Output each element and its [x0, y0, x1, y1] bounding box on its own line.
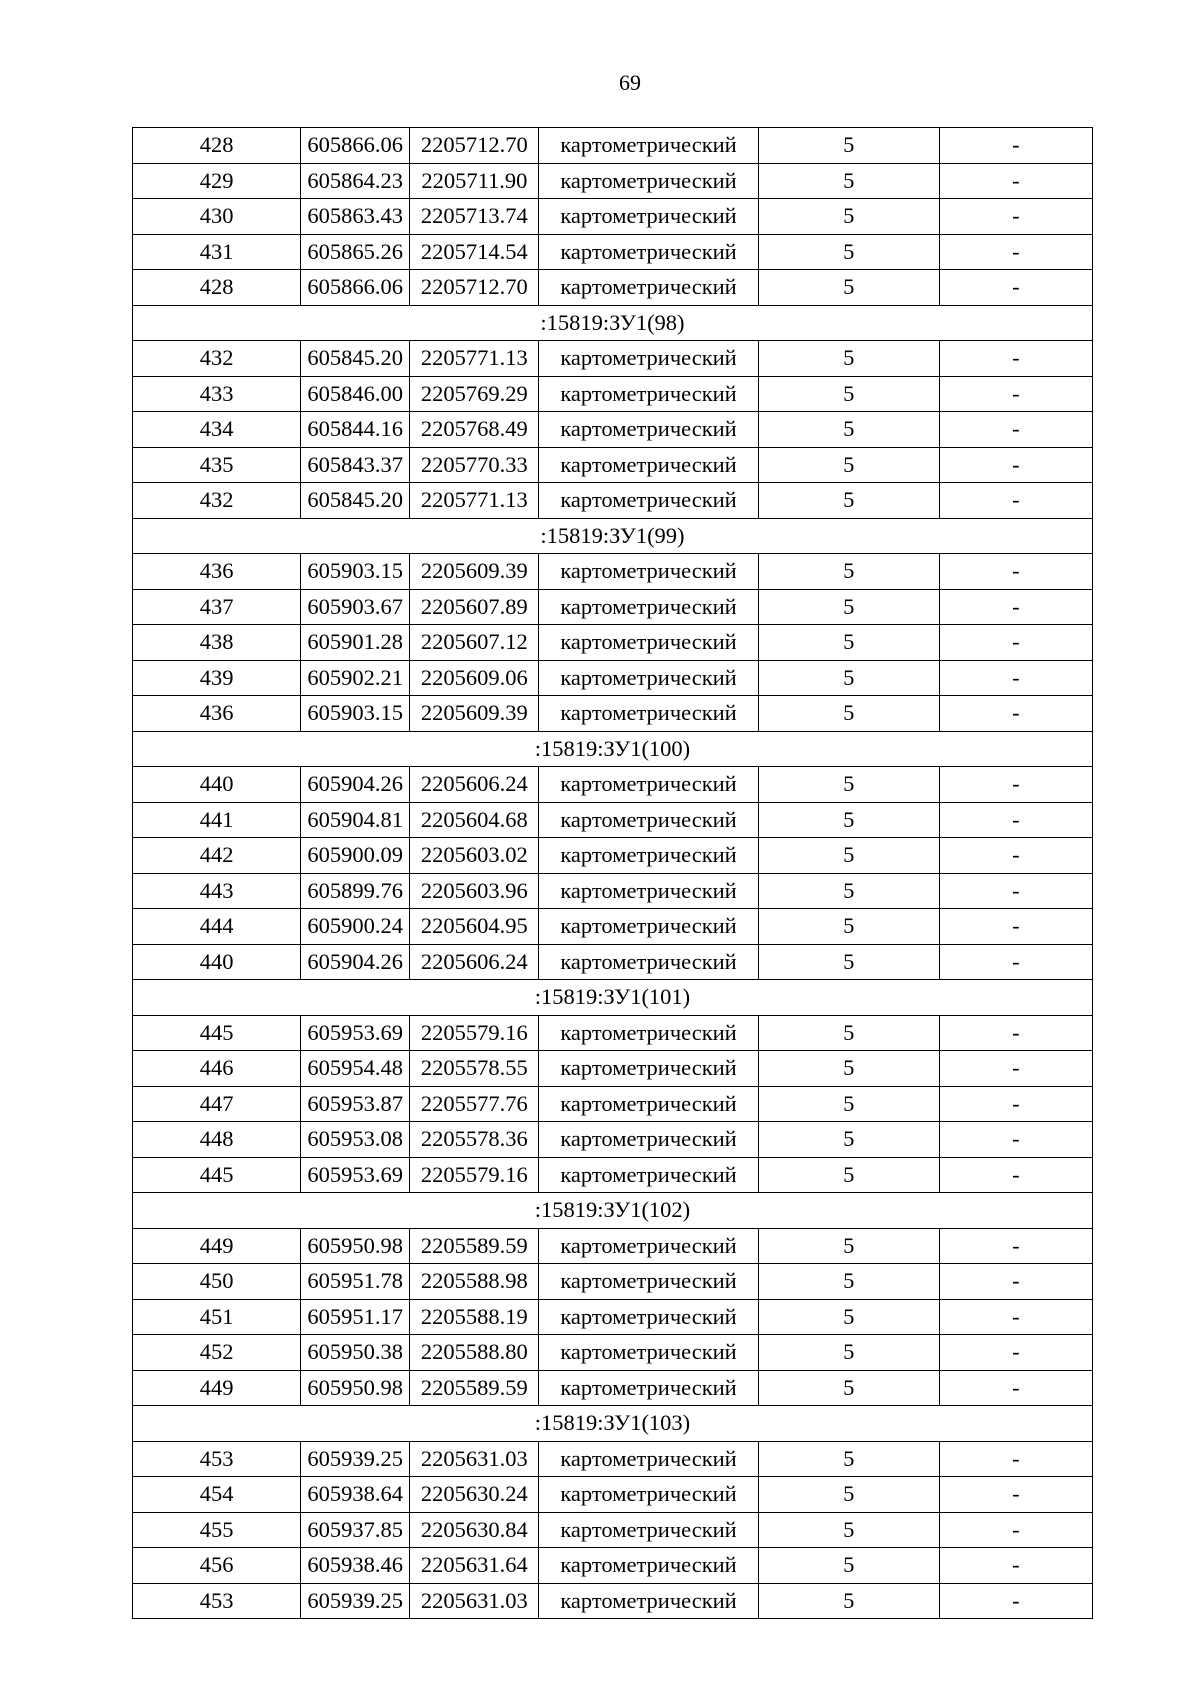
- x-coordinate-cell: 605904.26: [301, 944, 410, 980]
- y-coordinate-cell: 2205606.24: [410, 944, 539, 980]
- x-coordinate-cell: 605904.81: [301, 802, 410, 838]
- accuracy-cell: 5: [758, 625, 939, 661]
- y-coordinate-cell: 2205604.68: [410, 802, 539, 838]
- table-row: [133, 376, 1093, 412]
- x-coordinate-cell: 605904.26: [301, 767, 410, 803]
- note-cell: -: [939, 767, 1092, 803]
- table-row: [133, 1512, 1093, 1548]
- y-coordinate-cell: 2205771.13: [410, 483, 539, 519]
- y-coordinate-cell: 2205609.39: [410, 696, 539, 732]
- table-row: [133, 873, 1093, 909]
- method-cell: картометрический: [539, 1264, 758, 1300]
- table-row: [133, 625, 1093, 661]
- note-cell: -: [939, 412, 1092, 448]
- note-cell: -: [939, 1441, 1092, 1477]
- accuracy-cell: 5: [758, 1512, 939, 1548]
- note-cell: -: [939, 1086, 1092, 1122]
- accuracy-cell: 5: [758, 767, 939, 803]
- table-row: [133, 589, 1093, 625]
- accuracy-cell: 5: [758, 1335, 939, 1371]
- y-coordinate-cell: 2205603.96: [410, 873, 539, 909]
- table-row: [133, 767, 1093, 803]
- x-coordinate-cell: 605865.26: [301, 234, 410, 270]
- x-coordinate-cell: 605950.98: [301, 1370, 410, 1406]
- method-cell: картометрический: [539, 554, 758, 590]
- note-cell: -: [939, 554, 1092, 590]
- point-number-cell: 449: [133, 1228, 301, 1264]
- table-row: [133, 1441, 1093, 1477]
- accuracy-cell: 5: [758, 554, 939, 590]
- method-cell: картометрический: [539, 660, 758, 696]
- y-coordinate-cell: 2205630.84: [410, 1512, 539, 1548]
- y-coordinate-cell: 2205630.24: [410, 1477, 539, 1513]
- y-coordinate-cell: 2205577.76: [410, 1086, 539, 1122]
- note-cell: -: [939, 1264, 1092, 1300]
- method-cell: картометрический: [539, 1441, 758, 1477]
- table-row: [133, 1015, 1093, 1051]
- accuracy-cell: 5: [758, 1122, 939, 1158]
- note-cell: -: [939, 1370, 1092, 1406]
- table-row: [133, 1228, 1093, 1264]
- y-coordinate-cell: 2205589.59: [410, 1370, 539, 1406]
- accuracy-cell: 5: [758, 1157, 939, 1193]
- y-coordinate-cell: 2205604.95: [410, 909, 539, 945]
- accuracy-cell: 5: [758, 447, 939, 483]
- point-number-cell: 449: [133, 1370, 301, 1406]
- y-coordinate-cell: 2205606.24: [410, 767, 539, 803]
- point-number-cell: 431: [133, 234, 301, 270]
- x-coordinate-cell: 605901.28: [301, 625, 410, 661]
- y-coordinate-cell: 2205713.74: [410, 199, 539, 235]
- table-row: [133, 1299, 1093, 1335]
- method-cell: картометрический: [539, 341, 758, 377]
- method-cell: картометрический: [539, 1122, 758, 1158]
- y-coordinate-cell: 2205609.39: [410, 554, 539, 590]
- x-coordinate-cell: 605845.20: [301, 483, 410, 519]
- method-cell: картометрический: [539, 873, 758, 909]
- y-coordinate-cell: 2205578.36: [410, 1122, 539, 1158]
- note-cell: -: [939, 1335, 1092, 1371]
- section-header-row: [133, 1193, 1093, 1229]
- table-row: [133, 1086, 1093, 1122]
- note-cell: -: [939, 909, 1092, 945]
- section-header: :15819:ЗУ1(99): [133, 518, 1093, 554]
- method-cell: картометрический: [539, 909, 758, 945]
- accuracy-cell: 5: [758, 1477, 939, 1513]
- point-number-cell: 455: [133, 1512, 301, 1548]
- table-row: [133, 1548, 1093, 1584]
- y-coordinate-cell: 2205714.54: [410, 234, 539, 270]
- y-coordinate-cell: 2205631.03: [410, 1441, 539, 1477]
- y-coordinate-cell: 2205712.70: [410, 128, 539, 164]
- coordinates-table: [132, 127, 1093, 1619]
- point-number-cell: 432: [133, 483, 301, 519]
- point-number-cell: 454: [133, 1477, 301, 1513]
- x-coordinate-cell: 605937.85: [301, 1512, 410, 1548]
- table-row: [133, 1477, 1093, 1513]
- x-coordinate-cell: 605939.25: [301, 1583, 410, 1619]
- x-coordinate-cell: 605844.16: [301, 412, 410, 448]
- y-coordinate-cell: 2205769.29: [410, 376, 539, 412]
- accuracy-cell: 5: [758, 412, 939, 448]
- table-row: [133, 554, 1093, 590]
- table-row: [133, 483, 1093, 519]
- method-cell: картометрический: [539, 802, 758, 838]
- note-cell: -: [939, 270, 1092, 306]
- table-row: [133, 163, 1093, 199]
- note-cell: -: [939, 234, 1092, 270]
- method-cell: картометрический: [539, 1583, 758, 1619]
- y-coordinate-cell: 2205588.19: [410, 1299, 539, 1335]
- method-cell: картометрический: [539, 1548, 758, 1584]
- accuracy-cell: 5: [758, 1548, 939, 1584]
- point-number-cell: 452: [133, 1335, 301, 1371]
- note-cell: -: [939, 625, 1092, 661]
- method-cell: картометрический: [539, 483, 758, 519]
- x-coordinate-cell: 605864.23: [301, 163, 410, 199]
- method-cell: картометрический: [539, 234, 758, 270]
- accuracy-cell: 5: [758, 838, 939, 874]
- table-row: [133, 660, 1093, 696]
- table-row: [133, 944, 1093, 980]
- x-coordinate-cell: 605938.64: [301, 1477, 410, 1513]
- point-number-cell: 444: [133, 909, 301, 945]
- point-number-cell: 445: [133, 1015, 301, 1051]
- note-cell: -: [939, 838, 1092, 874]
- note-cell: -: [939, 1051, 1092, 1087]
- table-row: [133, 802, 1093, 838]
- table-row: [133, 1157, 1093, 1193]
- y-coordinate-cell: 2205711.90: [410, 163, 539, 199]
- point-number-cell: 447: [133, 1086, 301, 1122]
- table-row: [133, 412, 1093, 448]
- point-number-cell: 441: [133, 802, 301, 838]
- page-number: 69: [619, 70, 641, 95]
- point-number-cell: 428: [133, 128, 301, 164]
- note-cell: -: [939, 447, 1092, 483]
- method-cell: картометрический: [539, 1051, 758, 1087]
- note-cell: -: [939, 1512, 1092, 1548]
- accuracy-cell: 5: [758, 341, 939, 377]
- method-cell: картометрический: [539, 128, 758, 164]
- note-cell: -: [939, 163, 1092, 199]
- y-coordinate-cell: 2205771.13: [410, 341, 539, 377]
- accuracy-cell: 5: [758, 1051, 939, 1087]
- y-coordinate-cell: 2205768.49: [410, 412, 539, 448]
- note-cell: -: [939, 1228, 1092, 1264]
- x-coordinate-cell: 605900.24: [301, 909, 410, 945]
- method-cell: картометрический: [539, 199, 758, 235]
- table-row: [133, 838, 1093, 874]
- note-cell: -: [939, 341, 1092, 377]
- accuracy-cell: 5: [758, 270, 939, 306]
- accuracy-cell: 5: [758, 163, 939, 199]
- x-coordinate-cell: 605866.06: [301, 270, 410, 306]
- method-cell: картометрический: [539, 1512, 758, 1548]
- method-cell: картометрический: [539, 767, 758, 803]
- x-coordinate-cell: 605902.21: [301, 660, 410, 696]
- method-cell: картометрический: [539, 625, 758, 661]
- accuracy-cell: 5: [758, 909, 939, 945]
- point-number-cell: 430: [133, 199, 301, 235]
- table-row: [133, 1335, 1093, 1371]
- y-coordinate-cell: 2205603.02: [410, 838, 539, 874]
- y-coordinate-cell: 2205770.33: [410, 447, 539, 483]
- point-number-cell: 446: [133, 1051, 301, 1087]
- x-coordinate-cell: 605938.46: [301, 1548, 410, 1584]
- point-number-cell: 456: [133, 1548, 301, 1584]
- method-cell: картометрический: [539, 1086, 758, 1122]
- table-row: [133, 1051, 1093, 1087]
- accuracy-cell: 5: [758, 944, 939, 980]
- method-cell: картометрический: [539, 447, 758, 483]
- note-cell: -: [939, 589, 1092, 625]
- y-coordinate-cell: 2205712.70: [410, 270, 539, 306]
- accuracy-cell: 5: [758, 1086, 939, 1122]
- x-coordinate-cell: 605843.37: [301, 447, 410, 483]
- section-header-row: [133, 731, 1093, 767]
- point-number-cell: 443: [133, 873, 301, 909]
- accuracy-cell: 5: [758, 1228, 939, 1264]
- accuracy-cell: 5: [758, 589, 939, 625]
- x-coordinate-cell: 605953.69: [301, 1015, 410, 1051]
- accuracy-cell: 5: [758, 1015, 939, 1051]
- x-coordinate-cell: 605953.69: [301, 1157, 410, 1193]
- accuracy-cell: 5: [758, 1583, 939, 1619]
- x-coordinate-cell: 605845.20: [301, 341, 410, 377]
- x-coordinate-cell: 605939.25: [301, 1441, 410, 1477]
- method-cell: картометрический: [539, 1228, 758, 1264]
- point-number-cell: 428: [133, 270, 301, 306]
- note-cell: -: [939, 483, 1092, 519]
- point-number-cell: 429: [133, 163, 301, 199]
- method-cell: картометрический: [539, 270, 758, 306]
- point-number-cell: 436: [133, 696, 301, 732]
- accuracy-cell: 5: [758, 1264, 939, 1300]
- note-cell: -: [939, 1583, 1092, 1619]
- method-cell: картометрический: [539, 163, 758, 199]
- x-coordinate-cell: 605903.15: [301, 554, 410, 590]
- point-number-cell: 436: [133, 554, 301, 590]
- accuracy-cell: 5: [758, 376, 939, 412]
- y-coordinate-cell: 2205579.16: [410, 1157, 539, 1193]
- y-coordinate-cell: 2205631.64: [410, 1548, 539, 1584]
- accuracy-cell: 5: [758, 1441, 939, 1477]
- method-cell: картометрический: [539, 412, 758, 448]
- accuracy-cell: 5: [758, 128, 939, 164]
- y-coordinate-cell: 2205607.89: [410, 589, 539, 625]
- x-coordinate-cell: 605903.67: [301, 589, 410, 625]
- point-number-cell: 439: [133, 660, 301, 696]
- method-cell: картометрический: [539, 1299, 758, 1335]
- note-cell: -: [939, 944, 1092, 980]
- method-cell: картометрический: [539, 1335, 758, 1371]
- method-cell: картометрический: [539, 1370, 758, 1406]
- x-coordinate-cell: 605846.00: [301, 376, 410, 412]
- note-cell: -: [939, 1015, 1092, 1051]
- y-coordinate-cell: 2205609.06: [410, 660, 539, 696]
- point-number-cell: 450: [133, 1264, 301, 1300]
- y-coordinate-cell: 2205588.80: [410, 1335, 539, 1371]
- section-header-row: [133, 980, 1093, 1016]
- table-row: [133, 1583, 1093, 1619]
- x-coordinate-cell: 605954.48: [301, 1051, 410, 1087]
- table-row: [133, 341, 1093, 377]
- table-row: [133, 909, 1093, 945]
- table-row: [133, 128, 1093, 164]
- y-coordinate-cell: 2205578.55: [410, 1051, 539, 1087]
- accuracy-cell: 5: [758, 873, 939, 909]
- point-number-cell: 445: [133, 1157, 301, 1193]
- accuracy-cell: 5: [758, 696, 939, 732]
- method-cell: картометрический: [539, 1157, 758, 1193]
- accuracy-cell: 5: [758, 199, 939, 235]
- table-row: [133, 1264, 1093, 1300]
- note-cell: -: [939, 802, 1092, 838]
- point-number-cell: 433: [133, 376, 301, 412]
- coordinates-table-body: [133, 128, 1093, 1619]
- x-coordinate-cell: 605953.08: [301, 1122, 410, 1158]
- section-header-row: [133, 1406, 1093, 1442]
- point-number-cell: 453: [133, 1441, 301, 1477]
- method-cell: картометрический: [539, 376, 758, 412]
- method-cell: картометрический: [539, 838, 758, 874]
- table-row: [133, 447, 1093, 483]
- x-coordinate-cell: 605903.15: [301, 696, 410, 732]
- note-cell: -: [939, 1122, 1092, 1158]
- x-coordinate-cell: 605899.76: [301, 873, 410, 909]
- accuracy-cell: 5: [758, 1370, 939, 1406]
- point-number-cell: 432: [133, 341, 301, 377]
- note-cell: -: [939, 1299, 1092, 1335]
- section-header-row: [133, 305, 1093, 341]
- note-cell: -: [939, 199, 1092, 235]
- point-number-cell: 442: [133, 838, 301, 874]
- point-number-cell: 434: [133, 412, 301, 448]
- table-row: [133, 1370, 1093, 1406]
- x-coordinate-cell: 605951.78: [301, 1264, 410, 1300]
- method-cell: картометрический: [539, 1477, 758, 1513]
- section-header: :15819:ЗУ1(101): [133, 980, 1093, 1016]
- method-cell: картометрический: [539, 589, 758, 625]
- table-row: [133, 270, 1093, 306]
- section-header: :15819:ЗУ1(98): [133, 305, 1093, 341]
- note-cell: -: [939, 376, 1092, 412]
- point-number-cell: 435: [133, 447, 301, 483]
- table-row: [133, 199, 1093, 235]
- accuracy-cell: 5: [758, 802, 939, 838]
- section-header: :15819:ЗУ1(100): [133, 731, 1093, 767]
- method-cell: картометрический: [539, 944, 758, 980]
- x-coordinate-cell: 605951.17: [301, 1299, 410, 1335]
- note-cell: -: [939, 1548, 1092, 1584]
- method-cell: картометрический: [539, 696, 758, 732]
- section-header: :15819:ЗУ1(103): [133, 1406, 1093, 1442]
- x-coordinate-cell: 605950.98: [301, 1228, 410, 1264]
- note-cell: -: [939, 1477, 1092, 1513]
- note-cell: -: [939, 873, 1092, 909]
- x-coordinate-cell: 605953.87: [301, 1086, 410, 1122]
- section-header: :15819:ЗУ1(102): [133, 1193, 1093, 1229]
- y-coordinate-cell: 2205588.98: [410, 1264, 539, 1300]
- x-coordinate-cell: 605866.06: [301, 128, 410, 164]
- point-number-cell: 438: [133, 625, 301, 661]
- table-row: [133, 1122, 1093, 1158]
- y-coordinate-cell: 2205589.59: [410, 1228, 539, 1264]
- note-cell: -: [939, 660, 1092, 696]
- accuracy-cell: 5: [758, 1299, 939, 1335]
- y-coordinate-cell: 2205607.12: [410, 625, 539, 661]
- note-cell: -: [939, 696, 1092, 732]
- y-coordinate-cell: 2205579.16: [410, 1015, 539, 1051]
- table-row: [133, 234, 1093, 270]
- point-number-cell: 440: [133, 944, 301, 980]
- x-coordinate-cell: 605950.38: [301, 1335, 410, 1371]
- point-number-cell: 453: [133, 1583, 301, 1619]
- accuracy-cell: 5: [758, 234, 939, 270]
- point-number-cell: 448: [133, 1122, 301, 1158]
- accuracy-cell: 5: [758, 660, 939, 696]
- y-coordinate-cell: 2205631.03: [410, 1583, 539, 1619]
- section-header-row: [133, 518, 1093, 554]
- note-cell: -: [939, 1157, 1092, 1193]
- accuracy-cell: 5: [758, 483, 939, 519]
- x-coordinate-cell: 605863.43: [301, 199, 410, 235]
- x-coordinate-cell: 605900.09: [301, 838, 410, 874]
- point-number-cell: 440: [133, 767, 301, 803]
- note-cell: -: [939, 128, 1092, 164]
- method-cell: картометрический: [539, 1015, 758, 1051]
- point-number-cell: 451: [133, 1299, 301, 1335]
- point-number-cell: 437: [133, 589, 301, 625]
- table-row: [133, 696, 1093, 732]
